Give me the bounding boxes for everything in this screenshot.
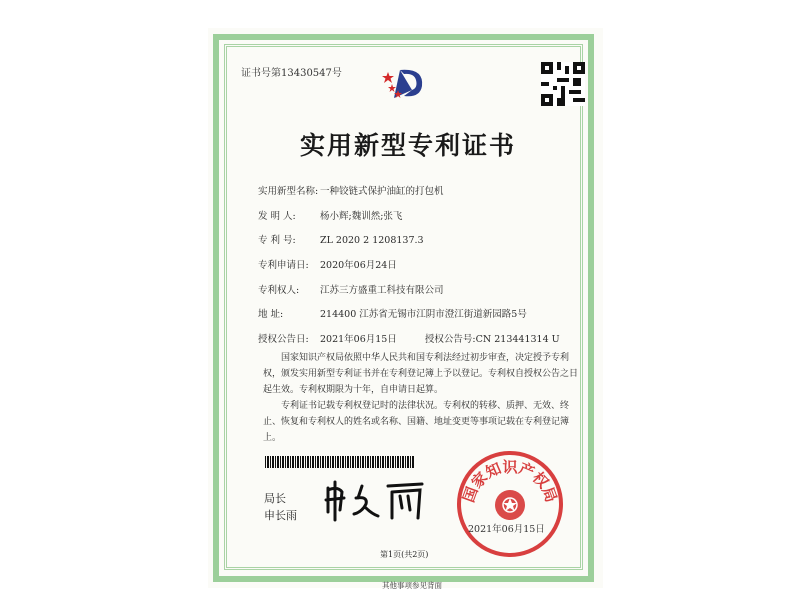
field-announcement — [258, 331, 560, 345]
footer-note: 其他事项参见背面 — [382, 581, 442, 590]
field-value: 江苏三方盛重工科技有限公司 — [320, 285, 444, 296]
field-label: 专利申请日: — [258, 260, 309, 271]
barcode — [265, 456, 415, 468]
field-value: ZL 2020 2 1208137.3 — [320, 235, 424, 246]
field-value: 杨小辉;魏训然;张飞 — [320, 211, 403, 222]
official-seal — [455, 449, 565, 559]
announcement-number-label: 授权公告号: — [424, 334, 476, 345]
field-label: 实用新型名称: — [258, 186, 319, 197]
field-utility-model-name — [258, 183, 444, 197]
field-address — [258, 306, 527, 320]
field-patentee — [258, 282, 444, 296]
announcement-date: 2021年06月15日 — [320, 334, 397, 345]
body-paragraph: 专利证书记载专利权登记时的法律状况。专利权的转移、质押、无效、终止、恢复和专利权人的姓名或名称、国籍、地址变更等事项记载在专利登记簿上。 — [263, 401, 570, 443]
qr-code-icon — [541, 62, 585, 106]
field-value: 214400 江苏省无锡市江阴市澄江街道新园路5号 — [320, 309, 527, 320]
body-paragraph: 国家知识产权局依照中华人民共和国专利法经过初步审查，决定授予专利权，颁发实用新型专利证书并在专利登记簿上予以登记。专利权自授权公告之日起生效。专利权期限为十年，自申请日起算。 — [263, 353, 579, 395]
field-label: 授权公告日: — [258, 334, 309, 345]
field-label: 发 明 人: — [258, 211, 296, 222]
certificate-number: 证书号第13430547号 — [241, 68, 342, 79]
field-application-date — [258, 257, 397, 271]
field-label: 地 址: — [258, 309, 284, 320]
page-indicator: 第1页(共2页) — [380, 550, 429, 559]
page-title: 实用新型专利证书 — [300, 131, 517, 160]
field-label: 专利权人: — [258, 285, 300, 296]
director-title: 局长 — [264, 492, 286, 505]
announcement-number: CN 213441314 U — [475, 334, 560, 345]
field-patent-number — [258, 232, 424, 246]
cnipa-logo-icon — [382, 60, 432, 110]
director-name: 申长雨 — [264, 509, 297, 522]
seal-date: 2021年06月15日 — [468, 524, 545, 535]
seal-text: 国家知识产权局 — [459, 458, 561, 505]
field-value: 一种铰链式保护油缸的打包机 — [320, 186, 444, 197]
field-label: 专 利 号: — [258, 235, 296, 246]
director-signature — [322, 478, 432, 523]
field-value: 2020年06月24日 — [320, 260, 397, 271]
field-inventors — [258, 208, 402, 222]
